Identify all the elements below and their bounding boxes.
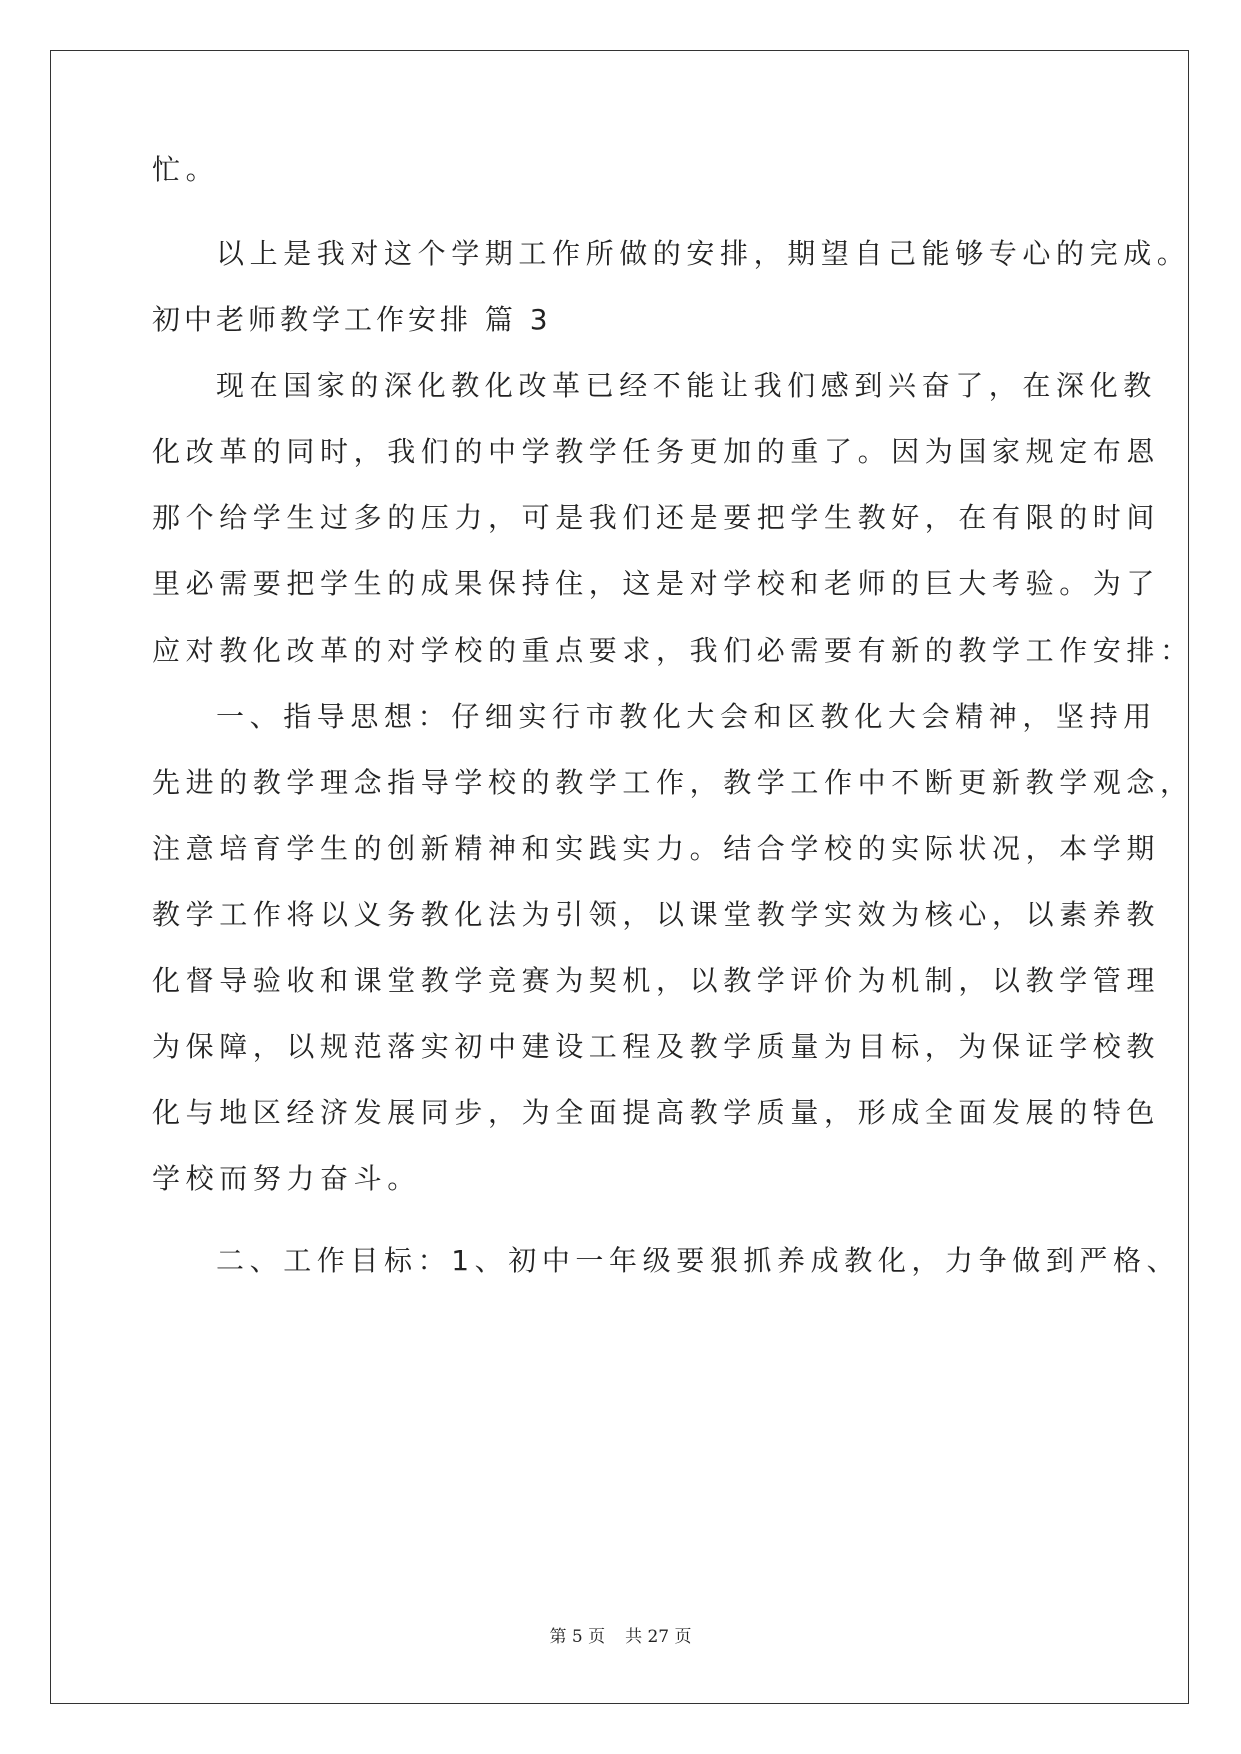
page-number: 第 5 页 [549, 1627, 606, 1647]
text-line: 现在国家的深化教化改革已经不能让我们感到兴奋了，在深化教 [216, 369, 1157, 402]
text-line: 那个给学生过多的压力，可是我们还是要把学生教好，在有限的时间 [152, 501, 1161, 534]
page-frame [50, 50, 1189, 1704]
page-footer [0, 1626, 1241, 1648]
text-line: 化与地区经济发展同步，为全面提高教学质量，形成全面发展的特色 [152, 1096, 1161, 1129]
text-line: 注意培育学生的创新精神和实践实力。结合学校的实际状况，本学期 [152, 832, 1161, 865]
text-line: 为保障，以规范落实初中建设工程及教学质量为目标，为保证学校教 [152, 1030, 1161, 1063]
text-line: 以上是我对这个学期工作所做的安排，期望自己能够专心的完成。 [216, 237, 1191, 270]
text-line: 先进的教学理念指导学校的教学工作，教学工作中不断更新教学观念， [152, 766, 1194, 799]
text-line: 化督导验收和课堂教学竞赛为契机，以教学评价为机制，以教学管理 [152, 964, 1161, 997]
page-total: 共 27 页 [625, 1627, 692, 1647]
text-line: 应对教化改革的对学校的重点要求，我们必需要有新的教学工作安排： [152, 634, 1194, 667]
text-line: 学校而努力奋斗。 [152, 1162, 421, 1195]
section-heading: 初中老师教学工作安排 篇 3 [152, 303, 552, 336]
text-line: 里必需要把学生的成果保持住，这是对学校和老师的巨大考验。为了 [152, 567, 1161, 600]
text-line: 一、指导思想：仔细实行市教化大会和区教化大会精神，坚持用 [216, 700, 1157, 733]
text-line: 二、工作目标：1、初中一年级要狠抓养成教化，力争做到严格、 [216, 1244, 1181, 1277]
text-line: 化改革的同时，我们的中学教学任务更加的重了。因为国家规定布恩 [152, 435, 1161, 468]
text-line: 教学工作将以义务教化法为引领，以课堂教学实效为核心，以素养教 [152, 898, 1161, 931]
text-line: 忙。 [152, 153, 220, 186]
